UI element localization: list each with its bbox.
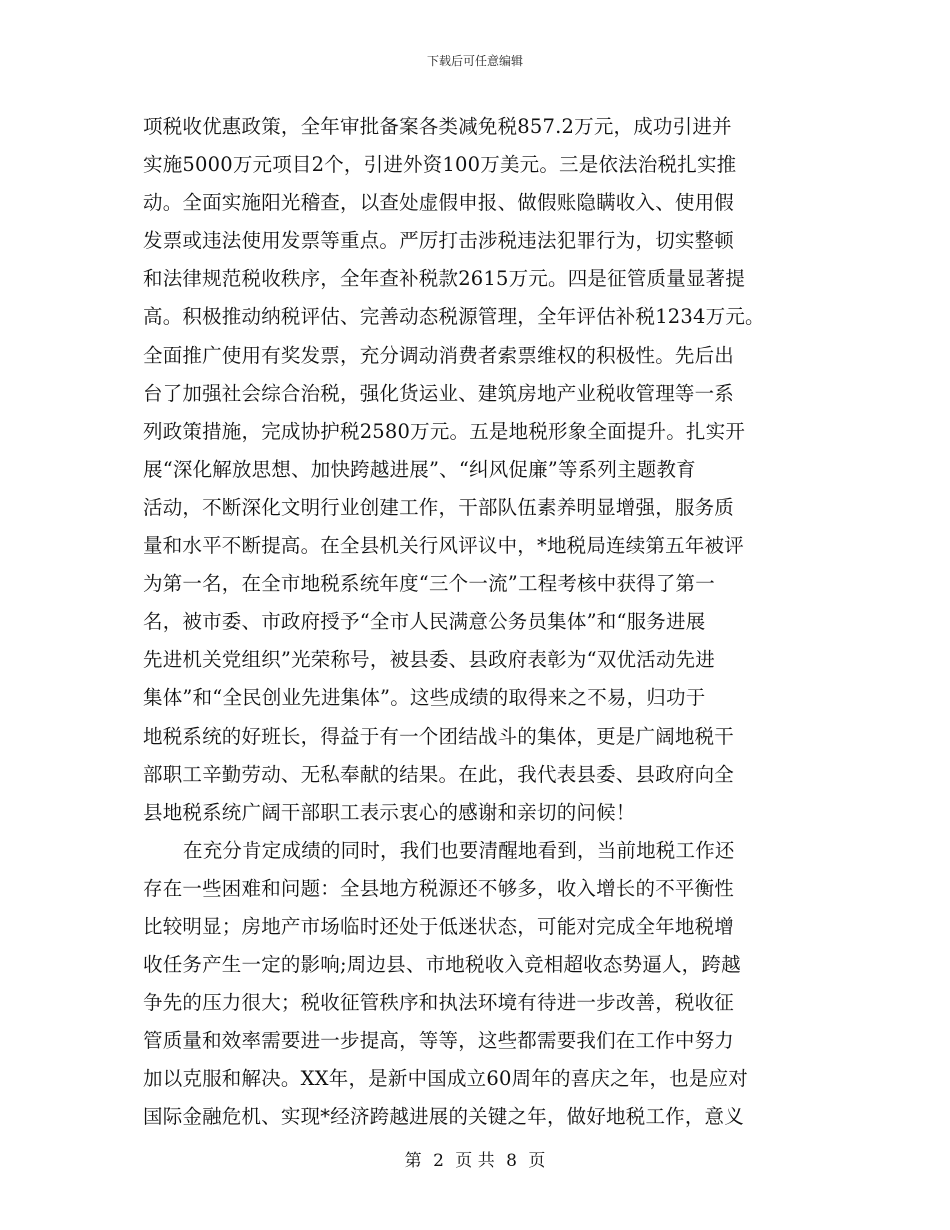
paragraph-start-line: 在充分肯定成绩的同时，我们也要清醒地看到，当前地税工作还 [183,838,735,862]
footer-page-number: 2 [433,1151,444,1171]
text-line: 县地税系统广阔干部职工表示衷心的感谢和亲切的问候！ [143,800,636,824]
footer-suffix: 页 [528,1151,546,1171]
text-line: 部职工辛勤劳动、无私奉献的结果。在此，我代表县委、县政府向全 [143,762,735,786]
text-line: 比较明显；房地产市场临时还处于低迷状态，可能对完成全年地税增 [143,914,735,938]
text-line: 展“深化解放思想、加快跨越进展”、“纠风促廉”等系列主题教育 [143,457,696,481]
page-header-note: 下载后可任意编辑 [426,54,523,68]
text-line: 加以克服和解决。XX年，是新中国成立60周年的喜庆之年，也是应对 [143,1067,748,1091]
text-line: 管质量和效率需要进一步提高，等等，这些都需要我们在工作中努力 [143,1029,735,1053]
text-line: 为第一名，在全市地税系统年度“三个一流”工程考核中获得了第一 [143,572,715,596]
text-line: 活动，不断深化文明行业创建工作，干部队伍素养明显增强，服务质 [143,495,735,519]
text-line: 发票或违法使用发票等重点。严厉打击涉税违法犯罪行为，切实整顿 [143,229,735,253]
footer-total-pages: 8 [506,1151,517,1171]
text-line: 台了加强社会综合治税，强化货运业、建筑房地产业税收管理等一系 [143,381,735,405]
text-line: 收任务产生一定的影响;周边县、市地税收入竞相超收态势逼人，跨越 [143,953,741,977]
text-line: 动。全面实施阳光稽查，以查处虚假申报、做假账隐瞒收入、使用假 [143,191,735,215]
text-line: 先进机关党组织”光荣称号，被县委、县政府表彰为“双优活动先进 [143,648,715,672]
text-line: 名，被市委、市政府授予“全市人民满意公务员集体”和“服务进展 [143,610,706,634]
text-line: 争先的压力很大；税收征管秩序和执法环境有待进一步改善，税收征 [143,991,735,1015]
footer-middle: 页 共 [455,1151,495,1171]
text-line: 集体”和“全民创业先进集体”。这些成绩的取得来之不易，归功于 [143,686,706,710]
text-line: 高。积极推动纳税评估、完善动态税源管理，全年评估补税1234万元。 [143,305,765,329]
text-line: 量和水平不断提高。在全县机关行风评议中，*地税局连续第五年被评 [143,534,744,558]
text-line: 实施5000万元项目2个，引进外资100万美元。三是依法治税扎实推 [143,153,737,177]
footer-prefix: 第 [404,1151,422,1171]
text-line: 和法律规范税收秩序，全年查补税款2615万元。四是征管质量显著提 [143,267,746,291]
text-line: 项税收优惠政策，全年审批备案各类减免税857.2万元，成功引进并 [143,115,732,138]
document-body [143,108,833,1137]
text-line: 地税系统的好班长，得益于有一个团结战斗的集体，更是广阔地税干 [143,724,735,748]
text-line: 列政策措施，完成协护税2580万元。五是地税形象全面提升。扎实开 [143,419,746,443]
page-footer [0,1146,950,1171]
text-line: 国际金融危机、实现*经济跨越进展的关键之年，做好地税工作，意义 [143,1105,744,1129]
text-line: 全面推广使用有奖发票，充分调动消费者索票维权的积极性。先后出 [143,343,735,367]
text-line: 存在一些困难和问题：全县地方税源还不够多，收入增长的不平衡性 [143,876,735,900]
